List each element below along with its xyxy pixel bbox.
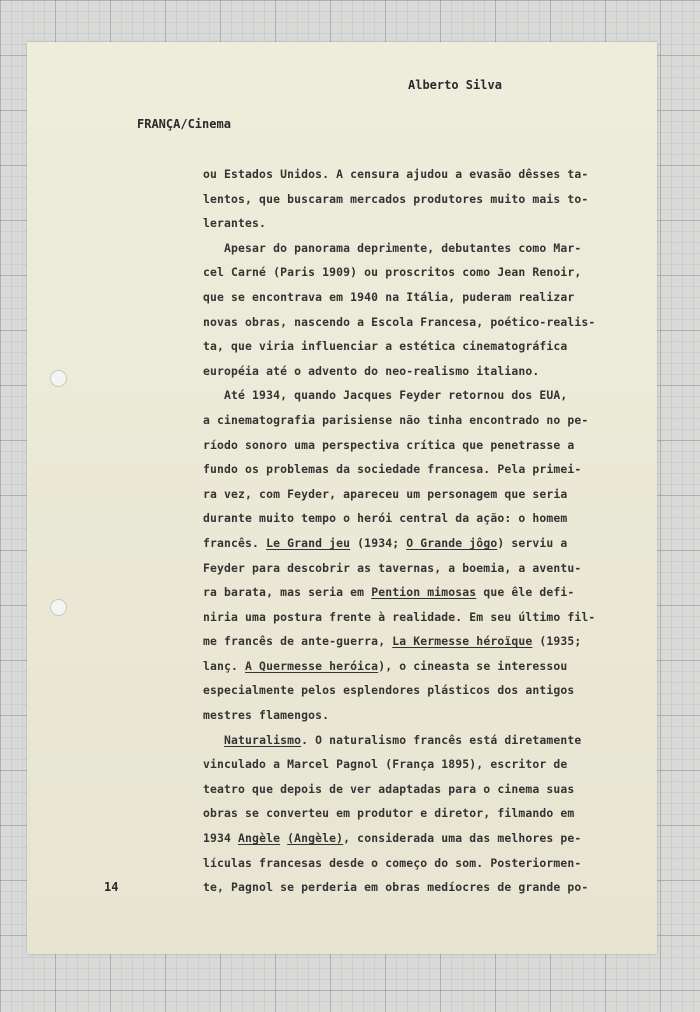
text-run: européia até o advento do neo-realismo italiano. — [203, 363, 540, 378]
text-line — [203, 703, 623, 728]
text-run: especialmente pelos esplendores plásticos dos antigos — [203, 683, 575, 698]
text-run — [203, 733, 224, 747]
text-run: Até 1934, quando Jacques Feyder retornou dos EUA, — [203, 388, 568, 403]
text-run: fundo os problemas da sociedade francesa. Pela primei- — [203, 462, 582, 477]
text-line — [203, 211, 623, 236]
text-run: ou Estados Unidos. A censura ajudou a evasão dêsses ta- — [203, 167, 589, 181]
text-run: vinculado a Marcel Pagnol (França 1895), escritor de — [203, 757, 568, 772]
text-line — [203, 678, 623, 703]
text-line — [203, 162, 623, 187]
text-run: niria uma postura frente à realidade. Em seu último fil- — [203, 609, 596, 624]
underlined-title: O Grande jôgo — [406, 535, 498, 550]
underlined-title: Le Grand jeu — [266, 535, 351, 550]
text-line — [203, 728, 623, 753]
text-run: francês. — [203, 535, 267, 550]
text-run: ra barata, mas seria em — [203, 585, 372, 600]
text-run: obras se converteu em produtor e diretor, filmando em — [203, 806, 575, 821]
text-run: lanç. — [203, 658, 246, 673]
text-run: que se encontrava em 1940 na Itália, puderam realizar — [203, 289, 575, 304]
text-line — [203, 260, 623, 285]
text-run: Apesar do panorama deprimente, debutantes como Mar- — [203, 240, 582, 255]
text-run: mestres flamengos. — [203, 708, 330, 723]
text-line — [203, 777, 623, 802]
underlined-title: Pention mimosas — [371, 585, 477, 600]
author-name: Alberto Silva — [408, 78, 502, 92]
text-line — [203, 187, 623, 212]
text-run: lículas francesas desde o começo do som. Posteriormen- — [203, 855, 582, 870]
text-line — [203, 408, 623, 433]
punch-hole-top — [50, 370, 67, 387]
text-run: ) serviu a — [497, 535, 568, 550]
text-line — [203, 605, 623, 630]
text-line — [203, 359, 623, 384]
underlined-title: A Quermesse heróica — [245, 658, 379, 673]
text-line — [203, 875, 623, 900]
text-line — [203, 851, 623, 876]
text-line — [203, 457, 623, 482]
text-run: cel Carné (Paris 1909) ou proscritos como Jean Renoir, — [203, 265, 582, 280]
underlined-title: La Kermesse héroïque — [392, 634, 533, 649]
text-line — [203, 285, 623, 310]
section-heading: FRANÇA/Cinema — [137, 117, 231, 131]
text-line — [203, 482, 623, 507]
text-run: me francês de ante-guerra, — [203, 634, 393, 649]
text-run: que êle defi- — [476, 585, 575, 600]
text-run: (1935; — [532, 634, 582, 649]
text-line — [203, 383, 623, 408]
text-line — [203, 826, 623, 851]
text-line — [203, 580, 623, 605]
text-run: 1934 — [203, 831, 239, 846]
text-line — [203, 310, 623, 335]
text-run: teatro que depois de ver adaptadas para o cinema suas — [203, 781, 575, 796]
text-line — [203, 654, 623, 679]
page-number: 14 — [104, 880, 119, 894]
text-run: novas obras, nascendo a Escola Francesa, poético-realis- — [203, 314, 596, 329]
text-line — [203, 801, 623, 826]
underlined-title: (Angèle) — [287, 831, 344, 846]
text-line — [203, 531, 623, 556]
text-run: . O naturalismo francês está diretamente — [301, 732, 582, 747]
text-run: ta, que viria influenciar a estética cinematográfica — [203, 339, 568, 354]
text-run: lerantes. — [203, 216, 267, 231]
text-run: ), o cineasta se interessou — [378, 658, 568, 673]
text-run: a cinematografia parisiense não tinha encontrado no pe- — [203, 412, 589, 427]
text-run: Feyder para descobrir as tavernas, a boemia, a aventu- — [203, 560, 582, 575]
text-run: ra vez, com Feyder, apareceu um personagem que seria — [203, 486, 568, 501]
text-line — [203, 752, 623, 777]
text-run: (1934; — [350, 535, 407, 550]
text-line — [203, 334, 623, 359]
text-line — [203, 556, 623, 581]
text-line — [203, 433, 623, 458]
underlined-title: Naturalismo — [224, 732, 302, 747]
text-run: , considerada uma das melhores pe- — [343, 831, 582, 846]
text-line — [203, 236, 623, 261]
text-run: ríodo sonoro uma perspectiva crítica que penetrasse a — [203, 437, 575, 452]
text-run: lentos, que buscaram mercados produtores muito mais to- — [203, 191, 589, 206]
punch-hole-bottom — [50, 599, 67, 616]
body-text — [203, 162, 623, 900]
text-line — [203, 506, 623, 531]
text-run: durante muito tempo o herói central da ação: o homem — [203, 511, 568, 526]
text-line — [203, 629, 623, 654]
text-run: te, Pagnol se perderia em obras medíocres de grande po- — [203, 880, 589, 895]
underlined-title: Angèle — [238, 831, 281, 846]
